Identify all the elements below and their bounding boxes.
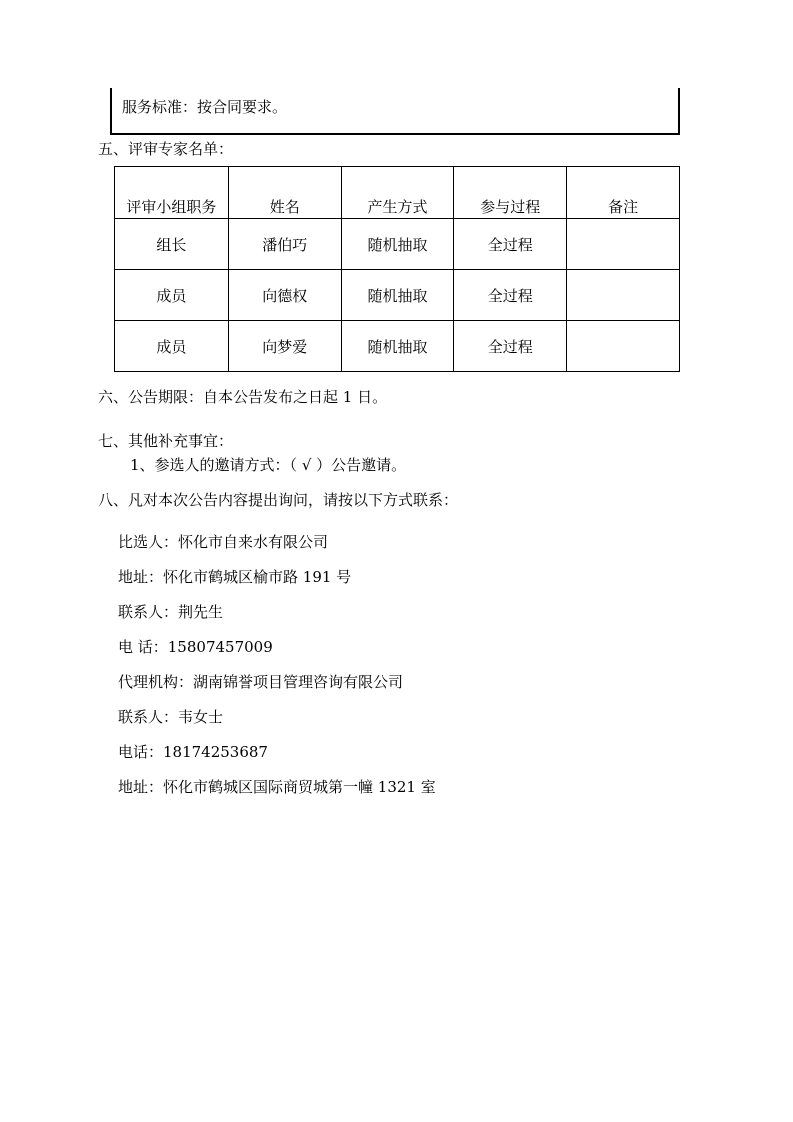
table-cell: 全过程: [454, 219, 567, 270]
section7-item1: 1、参选人的邀请方式：（ √ ）公告邀请。: [130, 456, 407, 474]
contact-line: 地址：怀化市鹤城区国际商贸城第一幢 1321 室: [118, 778, 436, 796]
table-cell: [567, 219, 680, 270]
contact-line: 代理机构：湖南锦誉项目管理咨询有限公司: [118, 673, 404, 691]
service-standard-box: [110, 88, 680, 135]
header-cell: 姓名: [228, 167, 341, 219]
contact-line: 地址：怀化市鹤城区榆市路 191 号: [118, 568, 352, 586]
table-cell: 随机抽取: [341, 270, 454, 321]
contact-line: 比选人：怀化市自来水有限公司: [118, 533, 329, 551]
table-cell: 全过程: [454, 321, 567, 372]
table-row: [115, 270, 680, 321]
table-cell: 成员: [115, 321, 229, 372]
table-cell: [567, 270, 680, 321]
table-cell: 全过程: [454, 270, 567, 321]
header-cell: 评审小组职务: [115, 167, 229, 219]
section5-title: 五、评审专家名单：: [98, 140, 234, 158]
section8-title: 八、凡对本次公告内容提出询问，请按以下方式联系：: [98, 491, 459, 509]
header-cell: 备注: [567, 167, 680, 219]
expert-table: [114, 166, 680, 372]
table-row: [115, 219, 680, 270]
service-standard-text: 服务标准：按合同要求。: [122, 98, 288, 116]
contact-line: 电 话：15807457009: [118, 638, 273, 656]
section7-title: 七、其他补充事宜：: [98, 432, 234, 450]
table-cell: 向梦爱: [228, 321, 341, 372]
contact-line: 联系人：韦女士: [118, 708, 224, 726]
table-row: [115, 321, 680, 372]
table-header-row: [115, 167, 680, 219]
table-cell: 成员: [115, 270, 229, 321]
section6-text: 六、公告期限：自本公告发布之日起 1 日。: [98, 388, 388, 406]
table-cell: 随机抽取: [341, 219, 454, 270]
contact-line: 电话：18174253687: [118, 743, 268, 761]
table-cell: 随机抽取: [341, 321, 454, 372]
table-cell: [567, 321, 680, 372]
table-cell: 向德权: [228, 270, 341, 321]
contact-line: 联系人：荆先生: [118, 603, 224, 621]
table-cell: 潘伯巧: [228, 219, 341, 270]
header-cell: 参与过程: [454, 167, 567, 219]
table-cell: 组长: [115, 219, 229, 270]
header-cell: 产生方式: [341, 167, 454, 219]
